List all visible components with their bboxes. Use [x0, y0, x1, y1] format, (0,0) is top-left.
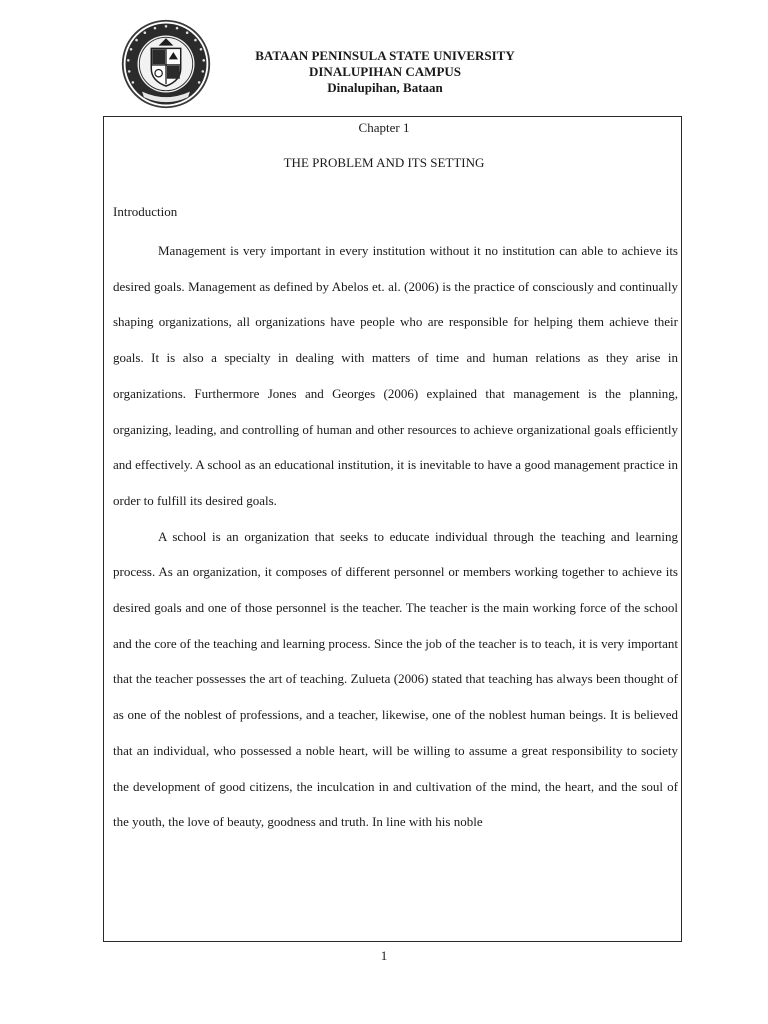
paragraph: A school is an organization that seeks to educate individual through the teaching and learning process. As an organization, it composes of different personnel or members working together to achieve its desired goals and one of those personnel is the teacher. The teacher is the main working force of the school and the core of the teaching and learning process. Since the job of the teacher is to teach, it is very important that the teacher possesses the art of teaching. Zulueta (2006) stated that teaching has always been thought of as one of the noblest of professions, and a teacher, likewise, one of the noblest human beings. It is believed that an individual, who possessed a noble heart, will be willing to assume a great responsibility to society the development of good citizens, the inculcation in and cultivation of the mind, the heart, and the soul of the youth, the love of beauty, goodness and truth. In line with his noble — [113, 528, 678, 830]
university-name: BATAAN PENINSULA STATE UNIVERSITY — [255, 48, 515, 63]
document-header — [210, 48, 560, 96]
campus-name: DINALUPIHAN CAMPUS — [308, 64, 462, 79]
section-heading: Introduction — [113, 204, 178, 219]
chapter-title: THE PROBLEM AND ITS SETTING — [283, 155, 485, 170]
body-text — [113, 233, 678, 840]
university-seal-logo — [120, 18, 212, 110]
campus-location: Dinalupihan, Bataan — [327, 80, 443, 95]
page-number: 1 — [380, 948, 388, 963]
paragraph: Management is very important in every institution without it no institution can able to achieve its desired goals. Management as defined by Abelos et. al. (2006) is the practice of consciously and continually shaping organizations, all organizations have people who are responsible for helping them achieve their goals. It is also a specialty in dealing with matters of time and human relations as they arise in organizations. Furthermore Jones and Georges (2006) explained that management is the planning, organizing, leading, and controlling of human and other resources to achieve organizational goals efficiently and effectively. A school as an educational institution, it is inevitable to have a good management practice in order to fulfill its desired goals. — [113, 243, 678, 508]
chapter-label: Chapter 1 — [358, 120, 410, 135]
